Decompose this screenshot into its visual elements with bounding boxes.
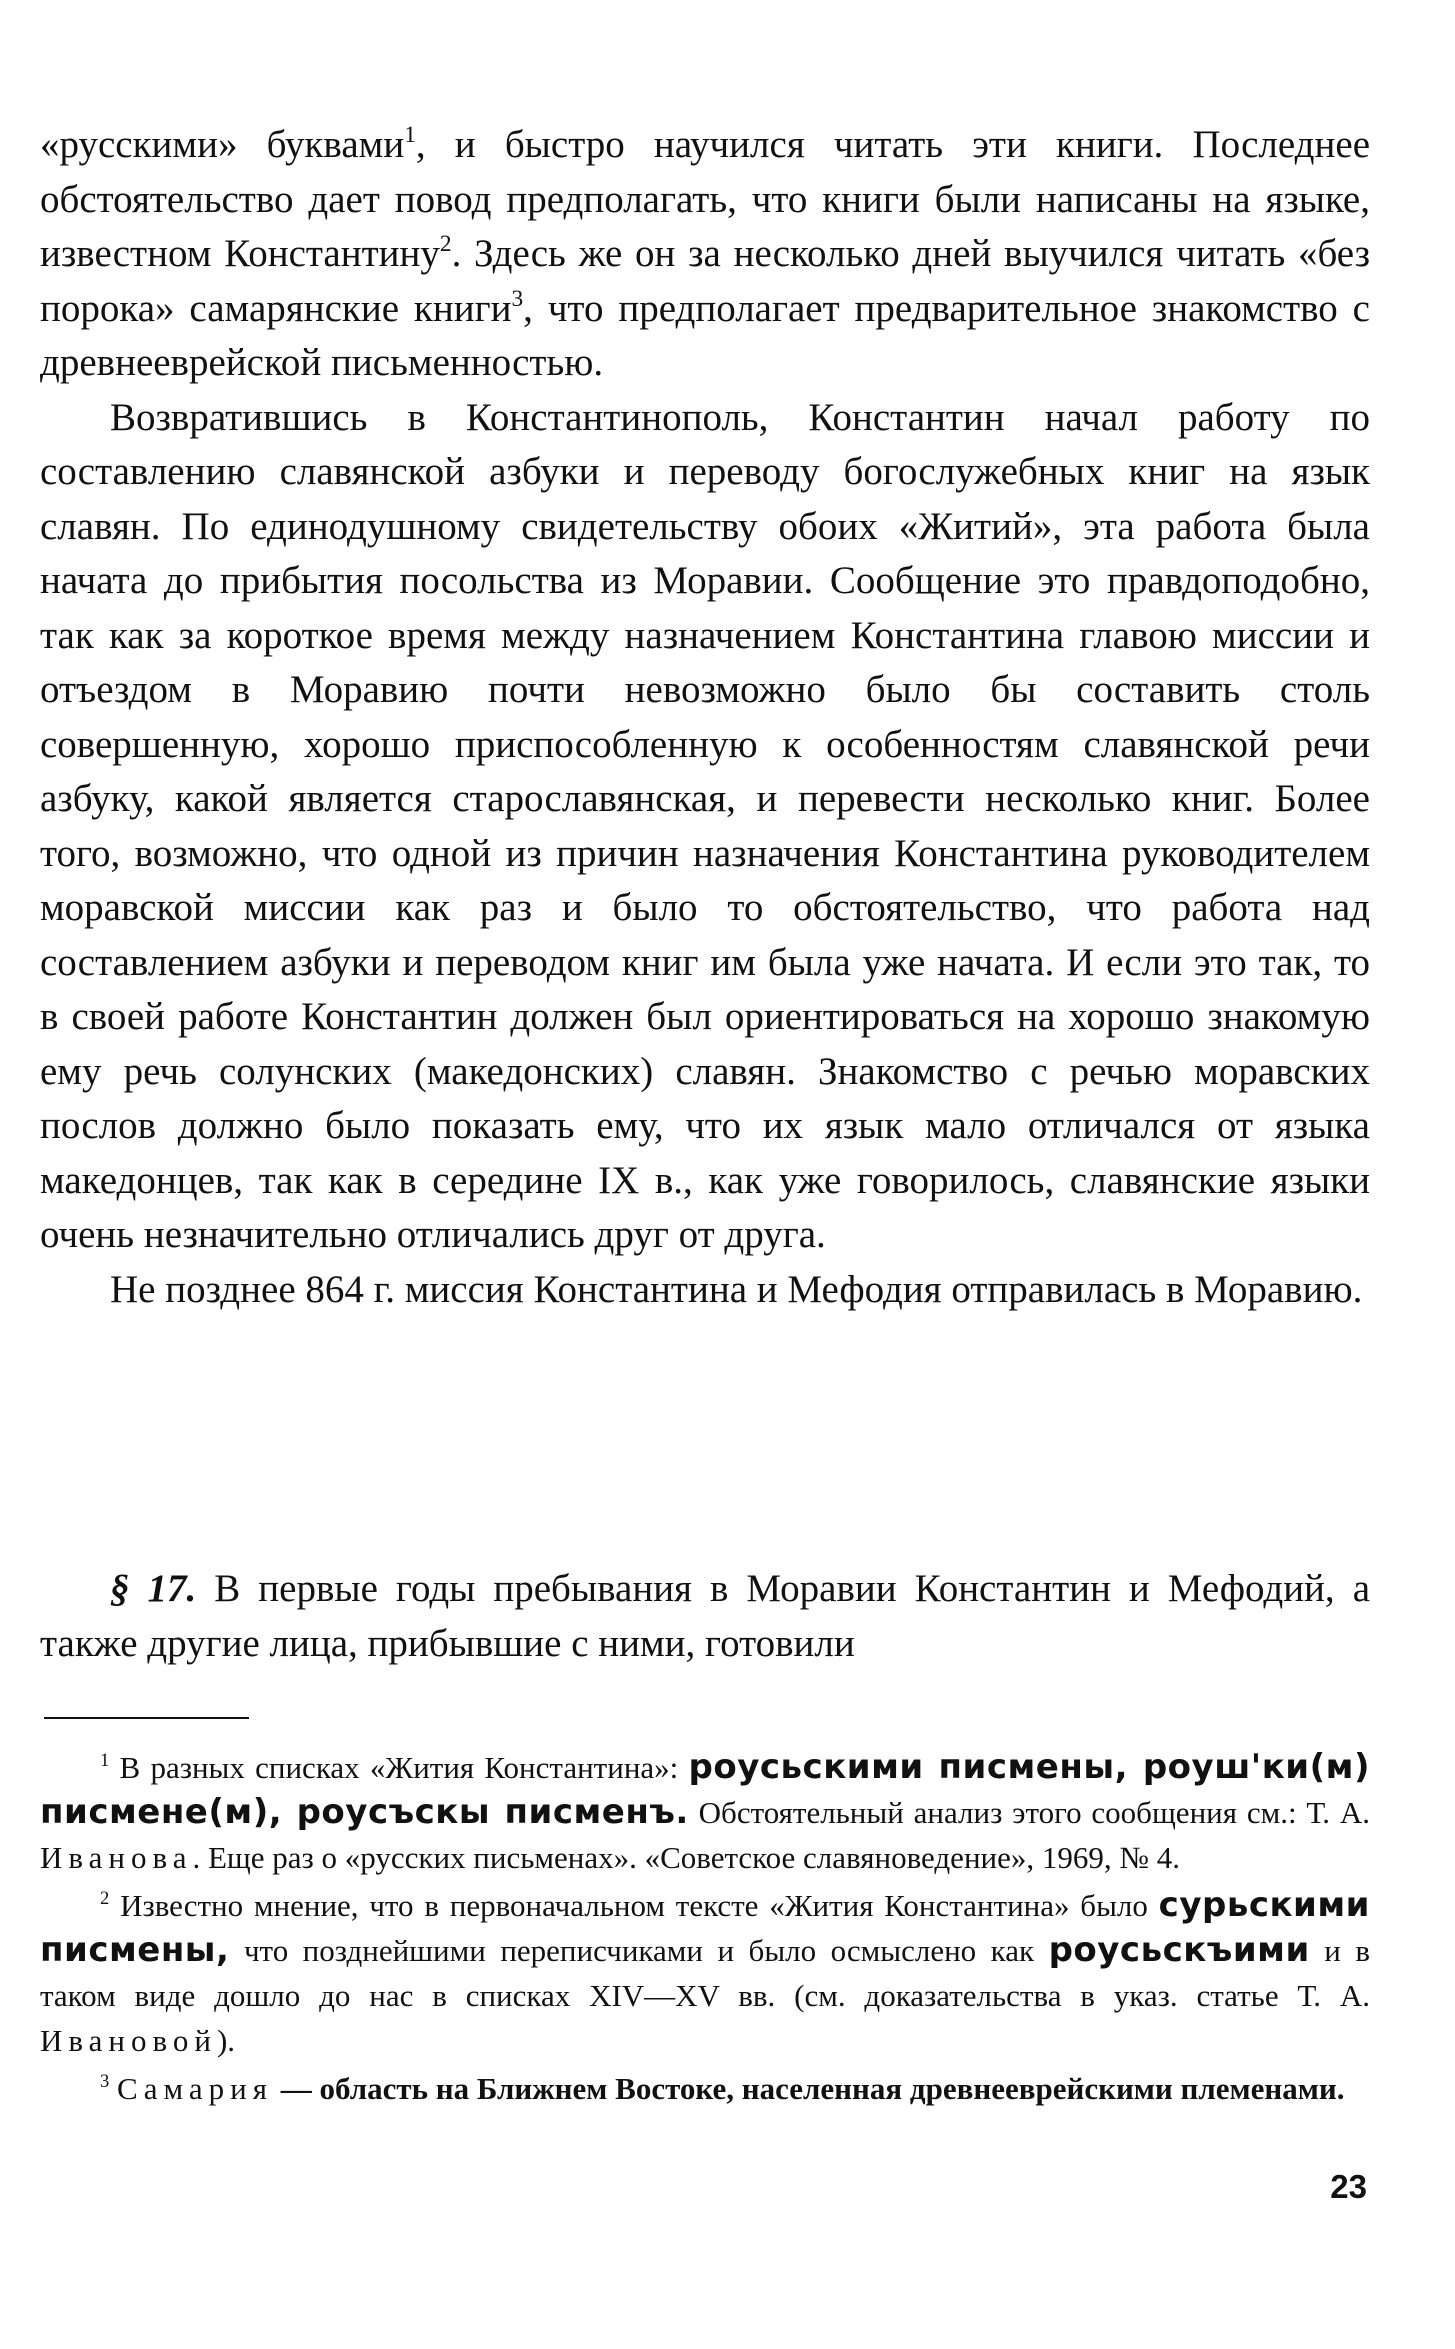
main-text-block xyxy=(40,118,1370,1317)
footnote-3-mark: 3 xyxy=(100,2070,110,2092)
page-number: 23 xyxy=(1330,2168,1367,2205)
footnote-1-part-c: . Еще раз о «русских письменах». «Советское славяноведение», 1969, № 4. xyxy=(192,1840,1180,1875)
paragraph-1-part-a: «русскими» буквами xyxy=(40,123,405,166)
paragraph-1 xyxy=(40,118,1370,391)
paragraph-1-part-b: , и быстро научился читать эти книги. Последнее обстоятельство дает повод предполагать, что книги были написаны на языке, известном Константину xyxy=(40,123,1370,275)
section-17-text: В первые годы пребывания в Моравии Константин и Мефодий, а также другие лица, прибывшие с ними, готовили xyxy=(40,1567,1371,1665)
footnote-1-mark: 1 xyxy=(100,1749,110,1771)
footnote-3 xyxy=(40,2066,1370,2111)
footnote-2-mark: 2 xyxy=(100,1887,110,1909)
footnote-2-part-d: ). xyxy=(216,2023,236,2058)
paragraph-3: Не позднее 864 г. миссия Константина и Мефодия отправилась в Моравию. xyxy=(110,1267,1363,1311)
paragraph-1-part-d: , что предполагает предварительное знакомство с древнееврейской письменностью. xyxy=(40,286,1370,384)
footnote-ref-1: 1 xyxy=(404,121,416,148)
paragraph-2: Возвратившись в Константинополь, Константин начал работу по составлению славянской азбуки и переводу богослужебных книг на язык славян. По единодушному свидетельству обоих «Житий», эта работа была начата до прибытия посольства из Моравии. Сообщение это правдоподобно, так как за короткое время между назначением Константина главою миссии и отъездом в Моравию почти невозможно было бы составить столь совершенную, хорошо приспособленную к особенностям славянской речи азбуку, какой является старославянская, и перевести несколько книг. Более того, возможно, что одной из причин назначения Константина руководителем моравской миссии как раз и было то обстоятельство, что работа над составлением азбуки и переводом книг им была уже начата. И если это так, то в своей работе Константин должен был ориентироваться на хорошо знакомую ему речь солунских (македонских) славян. Знакомство с речью моравских послов должно было показать ему, что их язык мало отличался от языка македонцев, так как в середине IX в., как уже говорилось, славянские языки очень незначительно отличались друг от друга. xyxy=(40,395,1370,1256)
footnote-2-author: Ивановой xyxy=(40,2023,217,2058)
footnote-3-term: Самария xyxy=(117,2071,273,2106)
section-number: § 17. xyxy=(110,1567,197,1610)
footnote-1-author: Иванова xyxy=(40,1840,193,1875)
footnote-2-old-slavonic-1: сурьскими писмены, xyxy=(40,1885,1370,1970)
footnote-3-text: — область на Ближнем Востоке, населенная древнееврейскими племенами. xyxy=(273,2071,1345,2106)
footnote-2-part-b: что позднейшими переписчиками и было осмыслено как xyxy=(229,1933,1049,1968)
footnote-2 xyxy=(40,1883,1370,2063)
footnote-divider xyxy=(44,1717,249,1719)
footnote-2-part-c: и в таком виде дошло до нас в списках XIV—XV вв. (см. доказательства в указ. статье Т. А. xyxy=(40,1933,1370,2013)
footnote-2-part-a: Известно мнение, что в первоначальном тексте «Жития Константина» было xyxy=(109,1888,1159,1923)
footnote-1-part-b: Обстоятельный анализ этого сообщения см.: Т. А. xyxy=(688,1795,1370,1830)
section-17-paragraph xyxy=(40,1562,1370,1671)
footnotes-block xyxy=(40,1745,1370,2114)
footnote-1-part-a: В разных списках «Жития Константина»: xyxy=(109,1750,689,1785)
footnote-1-old-slavonic: роусьскими писмены, роуш'ки(м) писмене(м), роусъскы писменъ. xyxy=(40,1747,1370,1832)
footnote-ref-3: 3 xyxy=(511,285,524,312)
footnote-2-old-slavonic-2: роусьскъими xyxy=(1048,1930,1310,1970)
footnote-1 xyxy=(40,1745,1370,1880)
footnote-ref-2: 2 xyxy=(439,230,452,257)
paragraph-1-part-c: . Здесь же он за несколько дней выучился читать «без порока» самарянские книги xyxy=(40,232,1370,330)
